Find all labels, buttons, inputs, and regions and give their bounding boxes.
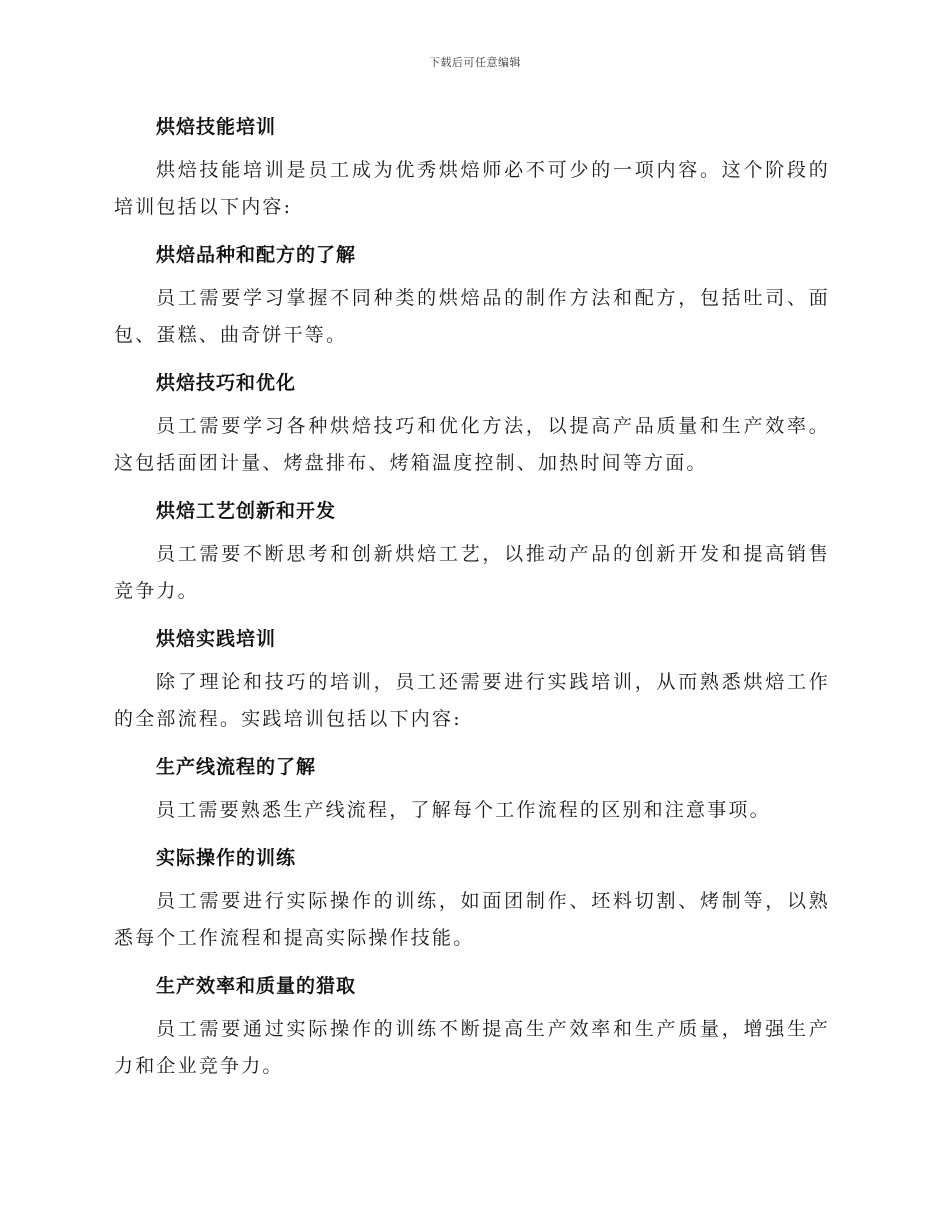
section-heading: 烘焙实践培训	[156, 628, 277, 650]
document-body	[114, 110, 830, 1097]
section-paragraph: 员工需要学习各种烘焙技巧和优化方法，以提高产品质量和生产效率。这包括面团计量、烤盘排布、烤箱温度控制、加热时间等方面。	[114, 415, 830, 474]
section-paragraph: 员工需要进行实际操作的训练，如面团制作、坯料切割、烤制等，以熟悉每个工作流程和提高实际操作技能。	[114, 890, 830, 949]
section-heading: 生产效率和质量的猎取	[156, 975, 357, 997]
section-heading: 烘焙技巧和优化	[156, 372, 297, 394]
section-heading: 烘焙工艺创新和开发	[156, 500, 337, 522]
section-heading: 烘焙品种和配方的了解	[156, 244, 357, 266]
section-paragraph: 烘焙技能培训是员工成为优秀烘焙师必不可少的一项内容。这个阶段的培训包括以下内容:	[114, 159, 830, 218]
section-heading: 实际操作的训练	[156, 847, 297, 869]
header-note: 下载后可任意编辑	[429, 56, 521, 69]
section-paragraph: 员工需要学习掌握不同种类的烘焙品的制作方法和配方，包括吐司、面包、蛋糕、曲奇饼干等。	[114, 287, 830, 346]
section-heading: 烘焙技能培训	[156, 116, 277, 138]
section-paragraph: 员工需要熟悉生产线流程，了解每个工作流程的区别和注意事项。	[156, 799, 771, 821]
section-paragraph: 员工需要通过实际操作的训练不断提高生产效率和生产质量，增强生产力和企业竞争力。	[114, 1018, 830, 1077]
section-paragraph: 除了理论和技巧的培训，员工还需要进行实践培训，从而熟悉烘焙工作的全部流程。实践培训包括以下内容:	[114, 671, 830, 730]
section-heading: 生产线流程的了解	[156, 756, 317, 778]
section-paragraph: 员工需要不断思考和创新烘焙工艺，以推动产品的创新开发和提高销售竞争力。	[114, 543, 830, 602]
